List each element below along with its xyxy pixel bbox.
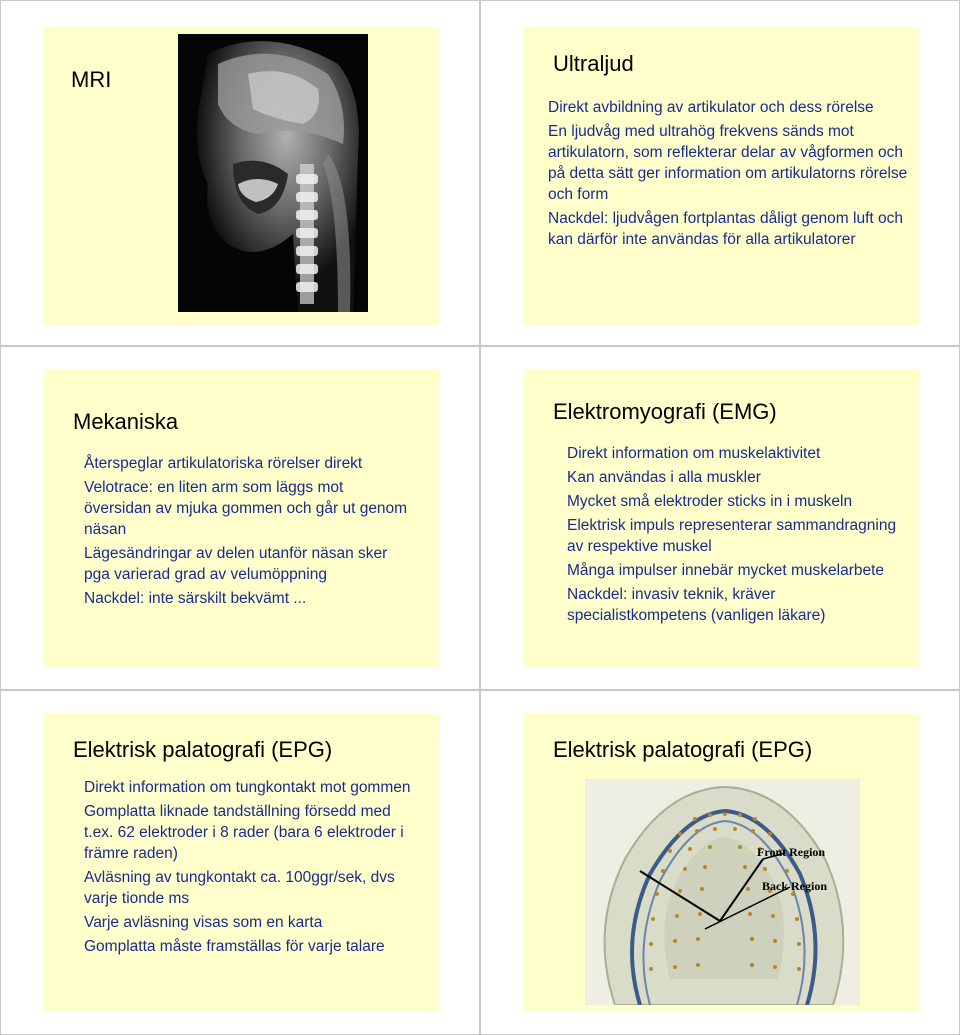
slide-mekaniska [43,369,440,667]
list-item: Varje avläsning visas som en karta [84,914,323,931]
slide-emg [523,369,919,667]
slide-title: Elektrisk palatografi (EPG) [73,737,333,762]
cell-mri [0,0,480,346]
cell-epg-image [480,690,960,1035]
cell-ultraljud [480,0,960,346]
list-item: Direkt information om tungkontakt mot gommen [84,779,411,796]
slide-title: Elektrisk palatografi (EPG) [553,737,813,762]
cell-epg-text [0,690,480,1035]
list-item: Nackdel: invasiv teknik, kräver specialistkompetens (vanligen läkare) [567,586,826,624]
slide-title: Ultraljud [553,51,634,76]
list-item: Gomplatta liknade tandställning försedd med t.ex. 62 elektroder i 8 rader (bara 6 elektroder i främre raden) [84,803,404,862]
list-item: Avläsning av tungkontakt ca. 100ggr/sek, dvs varje tionde ms [84,869,395,907]
slide-title: Elektromyografi (EMG) [553,399,777,424]
cell-emg [480,346,960,690]
slide-body [548,97,910,253]
slide-body [84,453,414,612]
slide-epg-image [523,713,919,1011]
list-item: Många impulser innebär mycket muskelarbete [567,562,885,579]
list-item: Mycket små elektroder sticks in i muskeln [567,493,853,510]
slide-epg-text [43,713,440,1011]
list-item: Elektrisk impuls representerar sammandragning av respektive muskel [567,517,897,555]
list-item: Lägesändringar av delen utanför näsan sker pga varierad grad av velumöppning [84,545,388,583]
mri-head-image [178,34,368,312]
slide-body [84,777,419,960]
list-item: Velotrace: en liten arm som läggs mot översidan av mjuka gommen och går ut genom näsan [84,479,408,538]
back-region-label: Back Region [762,879,828,893]
slide-ultraljud [523,27,919,325]
slide-mri [43,27,440,325]
epg-palate-image [585,779,860,1005]
list-item: Nackdel: ljudvågen fortplantas dåligt genom luft och kan därför inte användas för alla artikulatorer [548,210,903,248]
list-item: Återspeglar artikulatoriska rörelser direkt [84,455,363,472]
slide-body [567,443,907,629]
front-region-label: Front Region [757,845,826,859]
list-item: En ljudvåg med ultrahög frekvens sänds mot artikulatorn, som reflekterar delar av vågformen och på detta sätt ger information om artikulatorns rörelse och form [548,123,908,203]
list-item: Direkt information om muskelaktivitet [567,445,821,462]
list-item: Gomplatta måste framställas för varje talare [84,938,385,955]
cell-mekaniska [0,346,480,690]
list-item: Direkt avbildning av artikulator och dess rörelse [548,99,874,116]
slide-title: MRI [71,67,112,92]
slide-title: Mekaniska [73,409,179,434]
list-item: Kan användas i alla muskler [567,469,761,486]
list-item: Nackdel: inte särskilt bekvämt ... [84,590,307,607]
